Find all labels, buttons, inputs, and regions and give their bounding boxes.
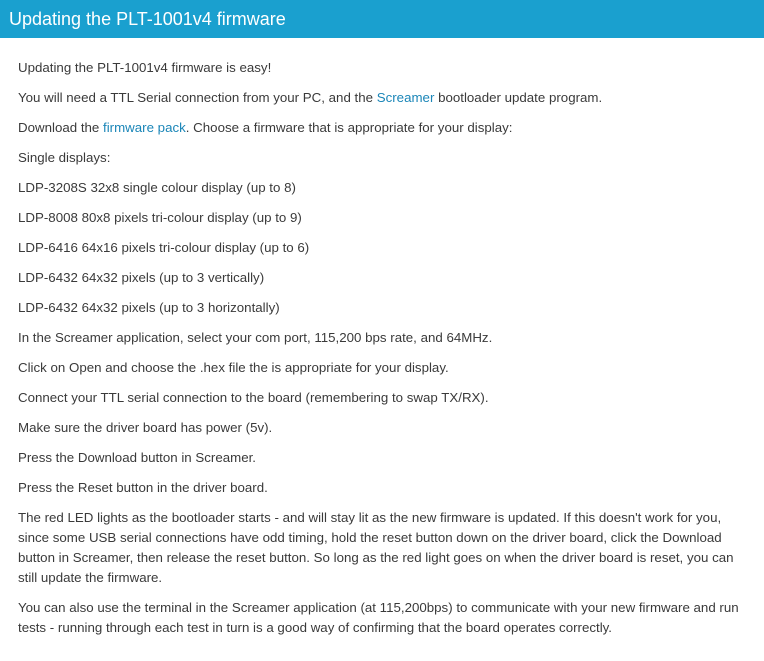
requirements-text <box>18 88 748 108</box>
firmware-pack-link[interactable]: firmware pack <box>103 120 186 135</box>
intro-text: Updating the PLT-1001v4 firmware is easy! <box>18 60 272 75</box>
display-item: LDP-6416 64x16 pixels tri-colour display (up to 6) <box>18 240 310 255</box>
download-text <box>18 118 748 138</box>
screamer-link[interactable]: Screamer <box>376 90 435 105</box>
step-item: Connect your TTL serial connection to the board (remembering to swap TX/RX). <box>18 390 489 405</box>
display-item: LDP-3208S 32x8 single colour display (up to 8) <box>18 180 296 195</box>
download-text-end: . Choose a firmware that is appropriate for your display: <box>185 120 513 135</box>
led-troubleshooting-paragraph: The red LED lights as the bootloader starts - and will stay lit as the new firmware is updated. If this doesn't work for you, since some USB serial connections have odd timing, hold the reset button down on the driver board, click the Download button in Screamer, then release the reset button. So long as the red light goes on when the driver board is reset, you can still update the firmware. <box>18 510 734 585</box>
requirements-text-start: You will need a TTL Serial connection from your PC, and the <box>18 90 377 105</box>
page-header <box>0 0 764 38</box>
step-item: In the Screamer application, select your com port, 115,200 bps rate, and 64MHz. <box>18 330 493 345</box>
requirements-text-end: bootloader update program. <box>434 90 603 105</box>
display-item: LDP-8008 80x8 pixels tri-colour display (up to 9) <box>18 210 302 225</box>
page-title: Updating the PLT-1001v4 firmware <box>9 9 286 29</box>
single-displays-heading: Single displays: <box>18 150 111 165</box>
step-item: Click on Open and choose the .hex file the is appropriate for your display. <box>18 360 449 375</box>
display-item: LDP-6432 64x32 pixels (up to 3 horizontally) <box>18 300 280 315</box>
terminal-paragraph: You can also use the terminal in the Screamer application (at 115,200bps) to communicate with your new firmware and run tests - running through each test in turn is a good way of confirming that the board operates correctly. <box>18 600 739 635</box>
article-body <box>18 58 748 648</box>
step-item: Press the Reset button in the driver board. <box>18 480 268 495</box>
step-item: Press the Download button in Screamer. <box>18 450 256 465</box>
download-text-start: Download the <box>18 120 104 135</box>
display-item: LDP-6432 64x32 pixels (up to 3 vertically) <box>18 270 265 285</box>
step-item: Make sure the driver board has power (5v). <box>18 420 273 435</box>
